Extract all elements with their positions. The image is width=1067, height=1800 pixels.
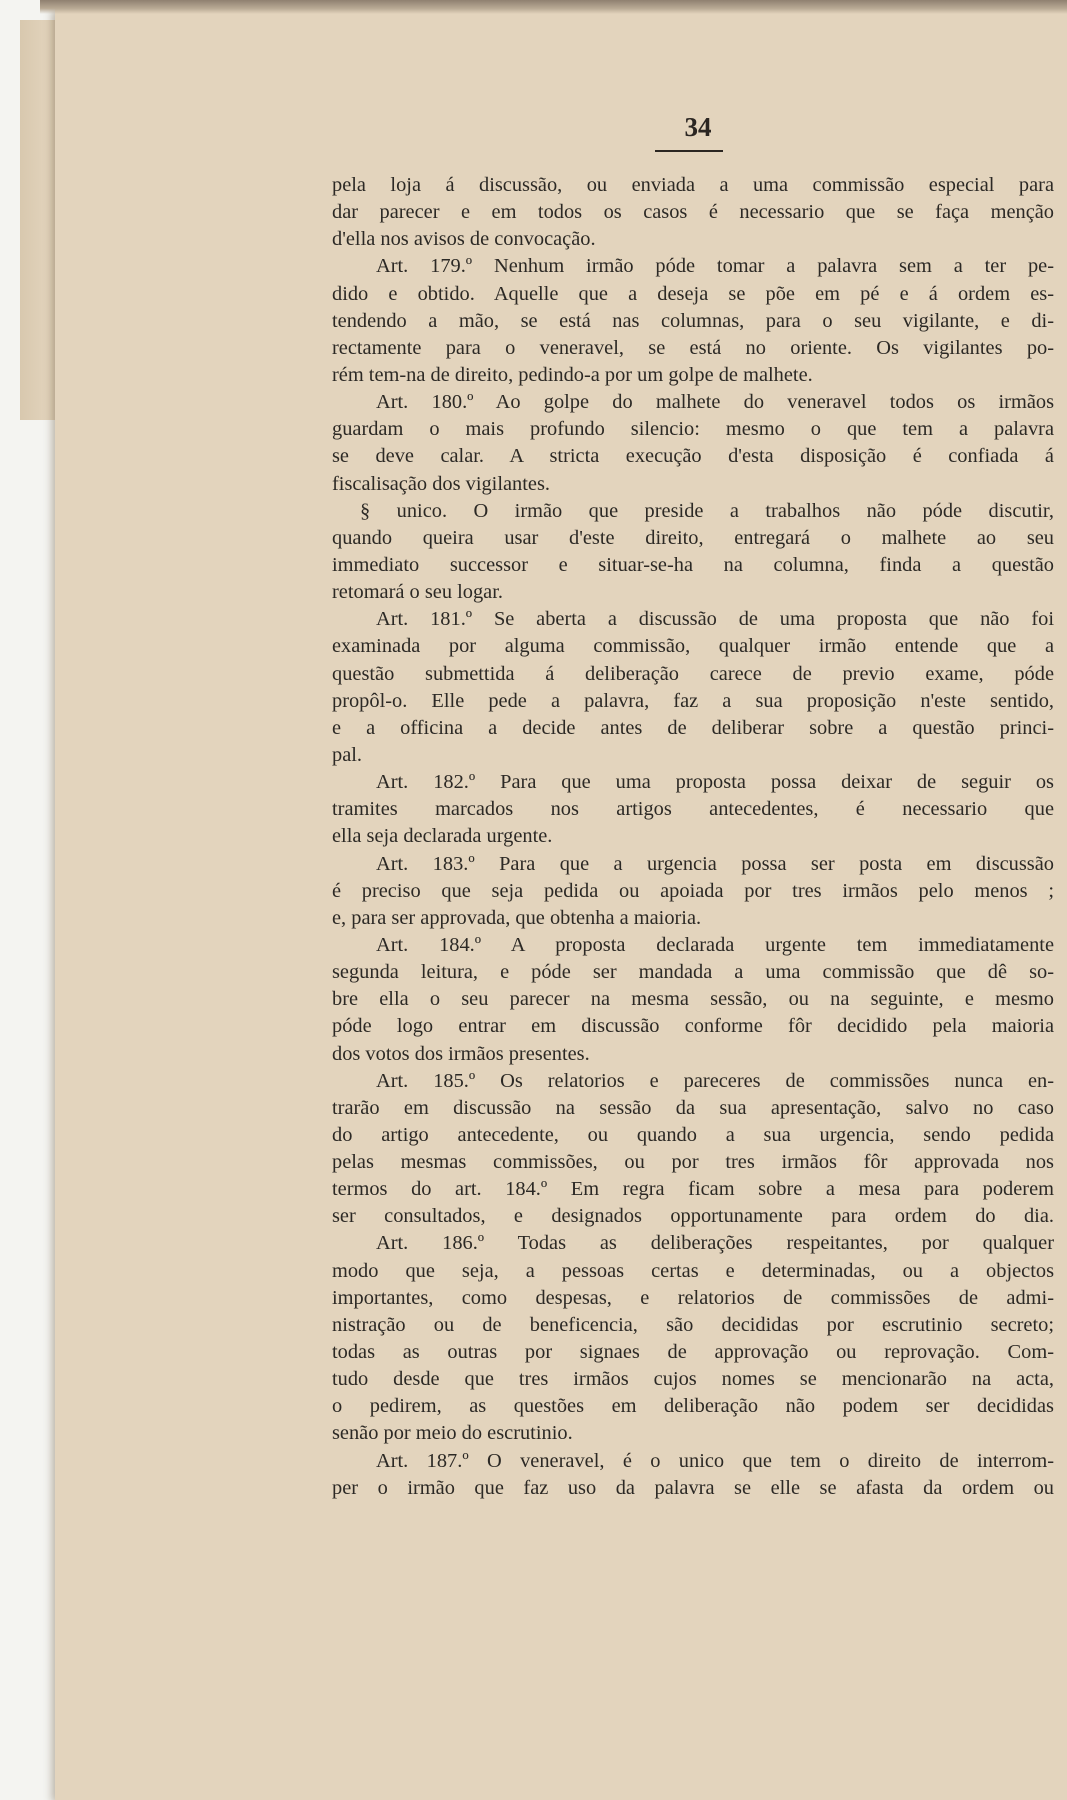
text-line: questão submettida á deliberação carece de previo exame, póde [332,662,1054,685]
text-line: ser consultados, e designados opportunamente para ordem do dia. [332,1205,1054,1228]
text-line: immediato successor e situar-se-ha na columna, finda a questão [332,553,1054,576]
text-line: senão por meio do escrutinio. [332,1422,573,1445]
text-line: pela loja á discussão, ou enviada a uma commissão especial para [332,174,1054,196]
text-line: tendendo a mão, se está nas columnas, para o seu vigilante, e di- [332,309,1054,332]
text-line: Art. 185.º Os relatorios e pareceres de commissões nunca en- [376,1069,1054,1092]
text-line: quando queira usar d'este direito, entregará o malhete ao seu [332,526,1054,549]
text-line: retomará o seu logar. [332,581,503,604]
text-line: Art. 187.º O veneravel, é o unico que tem o direito de interrom- [376,1449,1054,1472]
text-line: do artigo antecedente, ou quando a sua urgencia, sendo pedida [332,1123,1054,1146]
text-line: dar parecer e em todos os casos é necessario que se faça menção [332,201,1054,224]
text-line: e a officina a decide antes de deliberar sobre a questão princi- [332,716,1054,739]
text-line: termos do art. 184.º Em regra ficam sobre a mesa para poderem [332,1178,1054,1201]
text-line: guardam o mais profundo silencio: mesmo o que tem a palavra [332,418,1054,441]
text-line: dos votos dos irmãos presentes. [332,1042,590,1065]
text-line: Art. 180.º Ao golpe do malhete do veneravel todos os irmãos [376,391,1054,414]
text-line: e, para ser approvada, que obtenha a maioria. [332,906,702,929]
text-line: se deve calar. A stricta execução d'esta disposição é confiada á [332,445,1054,468]
text-line: Art. 181.º Se aberta a discussão de uma proposta que não foi [376,608,1054,631]
text-line: póde logo entrar em discussão conforme fôr decidido pela maioria [332,1015,1054,1038]
text-line: Art. 186.º Todas as deliberações respeitantes, por qualquer [376,1232,1054,1255]
text-line: per o irmão que faz uso da palavra se elle se afasta da ordem ou [332,1476,1054,1499]
text-line: trarão em discussão na sessão da sua apresentação, salvo no caso [332,1096,1054,1119]
text-line: todas as outras por signaes de approvação ou reprovação. Com- [332,1341,1054,1364]
body-text [332,172,1054,1502]
page-number-underline [655,150,723,152]
text-line: § unico. O irmão que preside a trabalhos não póde discutir, [360,499,1054,522]
text-line: tudo desde que tres irmãos cujos nomes se mencionarão na acta, [332,1368,1054,1391]
text-line: Art. 184.º A proposta declarada urgente tem immediatamente [376,933,1054,956]
text-line: nistração ou de beneficencia, são decididas por escrutinio secreto; [332,1313,1054,1336]
text-line: pelas mesmas commissões, ou por tres irmãos fôr approvada nos [332,1151,1054,1174]
text-line: dido e obtido. Aquelle que a deseja se põe em pé e á ordem es- [332,282,1054,305]
text-line: modo que seja, a pessoas certas e determinadas, ou a objectos [332,1259,1054,1282]
text-line: o pedirem, as questões em deliberação não podem ser decididas [332,1395,1054,1418]
text-line: examinada por alguma commissão, qualquer irmão entende que a [332,635,1054,658]
text-line: bre ella o seu parecer na mesma sessão, ou na seguinte, e mesmo [332,988,1054,1011]
text-line: fiscalisação dos vigilantes. [332,472,551,495]
text-line: rectamente para o veneravel, se está no oriente. Os vigilantes po- [332,336,1054,359]
text-line: d'ella nos avisos de convocação. [332,228,596,251]
text-line: tramites marcados nos artigos antecedentes, é necessario que [332,798,1054,821]
page-top-edge [40,0,1067,14]
text-line: ella seja declarada urgente. [332,825,553,848]
text-line: pal. [332,743,363,766]
text-line: rém tem-na de direito, pedindo-a por um golpe de malhete. [332,363,813,386]
text-line: Art. 183.º Para que a urgencia possa ser posta em discussão [376,852,1054,875]
folded-page-edge [20,20,60,420]
text-line: importantes, como despesas, e relatorios de commissões de admi- [332,1286,1054,1309]
text-line: é preciso que seja pedida ou apoiada por tres irmãos pelo menos ; [332,879,1054,902]
page-number: 34 [684,112,712,142]
text-line: Art. 182.º Para que uma proposta possa deixar de seguir os [376,771,1054,794]
text-line: segunda leitura, e póde ser mandada a uma commissão que dê so- [332,961,1054,984]
text-line: propôl-o. Elle pede a palavra, faz a sua proposição n'este sentido, [332,689,1054,712]
text-line: Art. 179.º Nenhum irmão póde tomar a palavra sem a ter pe- [376,255,1054,278]
